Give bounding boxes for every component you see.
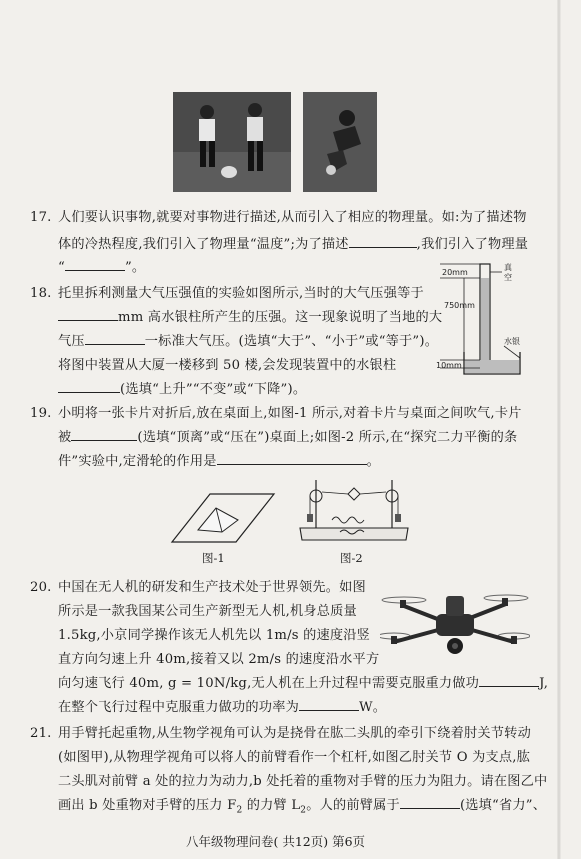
q20-line6: 在整个飞行过程中克服重力做功的功率为 W。 <box>58 696 386 715</box>
q17-line1: 17. 人们要认识事物,就要对事物进行描述,从而引入了相应的物理量。如:为了描述物 <box>30 210 527 225</box>
q17-blank-2[interactable] <box>65 257 125 271</box>
q21-line4: 画出 b 处重物对手臂的压力 $F_2$ 的力臂 $L_2$。人的前臂属于 (选填“省力”、 <box>58 794 546 816</box>
q18-line1: 18. 托里拆利测量大气压强值的实验如图所示,当时的大气压强等于 <box>30 286 424 301</box>
q19-blank-2[interactable] <box>217 451 367 465</box>
sports-photo-right <box>303 92 377 192</box>
page-footer: 八年级物理问卷( 共12页) 第6页 <box>186 834 366 849</box>
q20-line2: 所示是一款我国某公司生产新型无人机,机身总质量 <box>58 604 357 619</box>
q20-blank-2[interactable] <box>299 697 359 711</box>
q17-number: 17. <box>30 210 52 225</box>
torricelli-figure <box>434 258 530 378</box>
q18-blank-3[interactable] <box>58 379 120 393</box>
q19-line1: 19. 小明将一张卡片对折后,放在桌面上,如图-1 所示,对着卡片与桌面之间吹气,卡片 <box>30 406 522 421</box>
q18-number: 18. <box>30 286 52 301</box>
q20-line5: 向匀速飞行 40m, g = 10N/kg,无人机在上升过程中需要克服重力做功 J, <box>58 672 548 691</box>
q20-number: 20. <box>30 580 52 595</box>
q20-line1: 20. 中国在无人机的研发和生产技术处于世界领先。如图 <box>30 580 366 595</box>
q21-line3: 二头肌对前臂 a 处的拉力为动力,b 处托着的重物对手臂的压力为阻力。请在图乙中 <box>58 774 548 789</box>
figure-1-caption: 图-1 <box>202 551 225 565</box>
label-vacuum-1: 真 <box>504 263 512 272</box>
q18-line5: (选填“上升”“不变”或“下降”)。 <box>58 378 306 397</box>
q21-line2: (如图甲),从物理学视角可以将人的前臂看作一个杠杆,如图乙肘关节 O 为支点,肱 <box>58 750 531 765</box>
q18-blank-2[interactable] <box>85 331 145 345</box>
label-mercury: 水银 <box>504 337 520 346</box>
label-vacuum-2: 空 <box>504 273 512 282</box>
q19-line2: 被 (选填“顶离”或“压在”)桌面上;如图-2 所示,在“探究二力平衡的条 <box>58 426 517 445</box>
q18-blank-1[interactable] <box>58 307 118 321</box>
label-20mm: 20mm <box>442 268 468 277</box>
q19-number: 19. <box>30 406 52 421</box>
q17-line2: 体的冷热程度,我们引入了物理量“温度”;为了描述 ,我们引入了物理量 <box>58 233 528 252</box>
q21-blank-1[interactable] <box>400 795 460 809</box>
q21-line1: 21. 用手臂托起重物,从生物学视角可认为是挠骨在肱二头肌的牵引下绕着肘关节转动 <box>30 726 531 741</box>
q17-blank-1[interactable] <box>349 234 417 248</box>
drone-image <box>380 586 530 664</box>
page-fold-shadow <box>557 0 561 859</box>
label-10mm: 10mm <box>436 361 462 370</box>
q18-line3: 气压 一标准大气压。(选填“大于”、“小于”或“等于”)。 <box>58 330 438 349</box>
q19-line3: 件”实验中,定滑轮的作用是 。 <box>58 450 380 469</box>
q20-line4: 直方向匀速上升 40m,接着又以 2m/s 的速度沿水平方 <box>58 652 380 667</box>
figure-2-caption: 图-2 <box>340 551 363 565</box>
q18-line4: 将图中装置从大厦一楼移到 50 楼,会发现装置中的水银柱 <box>58 358 397 373</box>
q21-number: 21. <box>30 726 52 741</box>
q20-blank-1[interactable] <box>479 673 539 687</box>
q18-line2: mm 高水银柱所产生的压强。这一现象说明了当地的大 <box>58 306 442 325</box>
q17-line3: “ ”。 <box>58 256 145 275</box>
sports-photo-left <box>173 92 291 192</box>
label-750mm: 750mm <box>444 301 475 310</box>
two-force-balance-figure <box>296 468 412 548</box>
q19-blank-1[interactable] <box>71 427 137 441</box>
q20-line3: 1.5kg,小京同学操作该无人机先以 1m/s 的速度沿竖 <box>58 628 371 643</box>
folded-card-figure <box>168 490 278 546</box>
